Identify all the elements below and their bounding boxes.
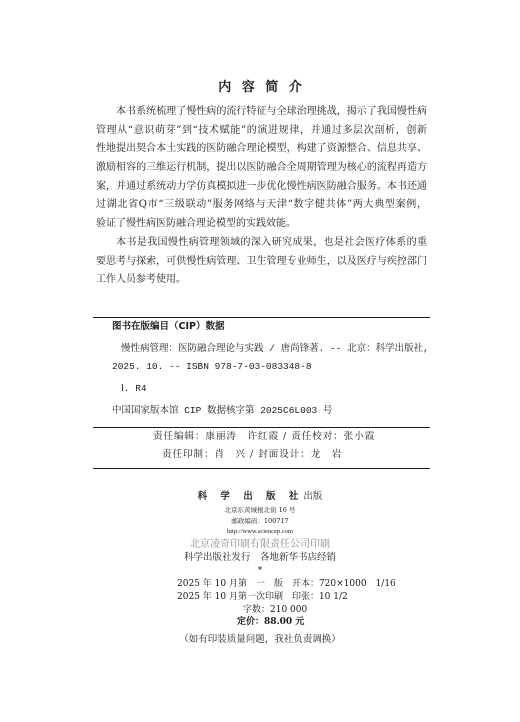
cip-entry-line: 2025. 10. -- ISBN 978-7-03-083348-8 — [112, 361, 312, 372]
printer-line: 北京凌奇印刷有限责任公司印刷 — [190, 539, 330, 550]
word-count: 字数：210 000 — [243, 605, 308, 615]
intro-line: 工作人员参考使用。 — [96, 274, 186, 286]
publisher-website: http://www.sciencep.com — [226, 528, 293, 535]
intro-line: 管理从“意识萌芽”到“技术赋能”的演进规律，并通过多层次剖析，创新 — [96, 124, 427, 136]
intro-line: 要思考与探索，可供慢性病管理、卫生管理专业师生，以及医疗与疾控部门 — [96, 255, 427, 267]
cip-heading: 图书在版编目（CIP）数据 — [112, 321, 225, 332]
intro-line: 本书系统梳理了慢性病的流行特征与全球治理挑战，揭示了我国慢性病 — [116, 106, 427, 117]
publisher-suffix: 出版 — [303, 491, 323, 502]
publisher-address: 北京东黄城根北街 16 号 — [224, 506, 296, 514]
production-credits: 责任印制：肖 兴 / 封面设计：龙 岩 — [162, 449, 343, 460]
intro-line: 过湖北省Q市“三级联动”服务网络与天津“数字健共体”两大典型案例， — [96, 199, 427, 211]
intro-text — [96, 103, 427, 290]
section-separator: * — [257, 566, 263, 576]
cip-entry-line: 慢性病管理：医防融合理论与实践 / 唐尚锋著. -- 北京：科学出版社, — [121, 343, 429, 354]
publisher-line — [0, 491, 520, 503]
intro-paragraph — [96, 103, 427, 234]
cip-top-divider — [93, 317, 430, 318]
credits-divider — [93, 468, 430, 469]
edition-line: 2025 年 10 月第 一 版 开本：720×1000 1/16 — [177, 579, 396, 589]
cip-classification: Ⅰ. R4 — [121, 383, 147, 394]
price: 定价：88.00 元 — [237, 617, 305, 627]
intro-line: 激励相容的三维运行机制，提出以医防融合全周期管理为核心的流程再造方 — [96, 162, 427, 174]
editor-credits: 责任编辑：康丽涛 许红霞 / 责任校对：张小霞 — [153, 431, 376, 442]
cip-bottom-divider — [93, 427, 430, 428]
intro-paragraph — [96, 234, 427, 290]
distribution-line: 科学出版社发行 各地新华书店经销 — [183, 552, 336, 563]
cip-record-number: 中国国家版本馆 CIP 数据核字第 2025C6L003 号 — [112, 405, 333, 416]
publisher-name: 科 学 出 版 社 — [197, 491, 304, 502]
intro-line: 案，并通过系统动力学仿真模拟进一步优化慢性病医防融合服务。本书还通 — [96, 180, 427, 192]
intro-line: 本书是我国慢性病管理领域的深入研究成果，也是社会医疗体系的重 — [116, 236, 427, 248]
intro-line: 性地提出契合本土实践的医防融合理论模型，构建了资源整合、信息共享、 — [96, 143, 427, 155]
intro-title: 内 容 简 介 — [218, 80, 305, 95]
intro-line: 验证了慢性病医防融合理论模型的实践效能。 — [96, 218, 296, 230]
publisher-postcode: 邮政编码：100717 — [231, 517, 289, 525]
quality-notice: （如有印装质量问题，我社负责调换） — [179, 634, 341, 645]
printing-line: 2025 年 10 月第一次印刷 印张：10 1/2 — [177, 592, 348, 602]
